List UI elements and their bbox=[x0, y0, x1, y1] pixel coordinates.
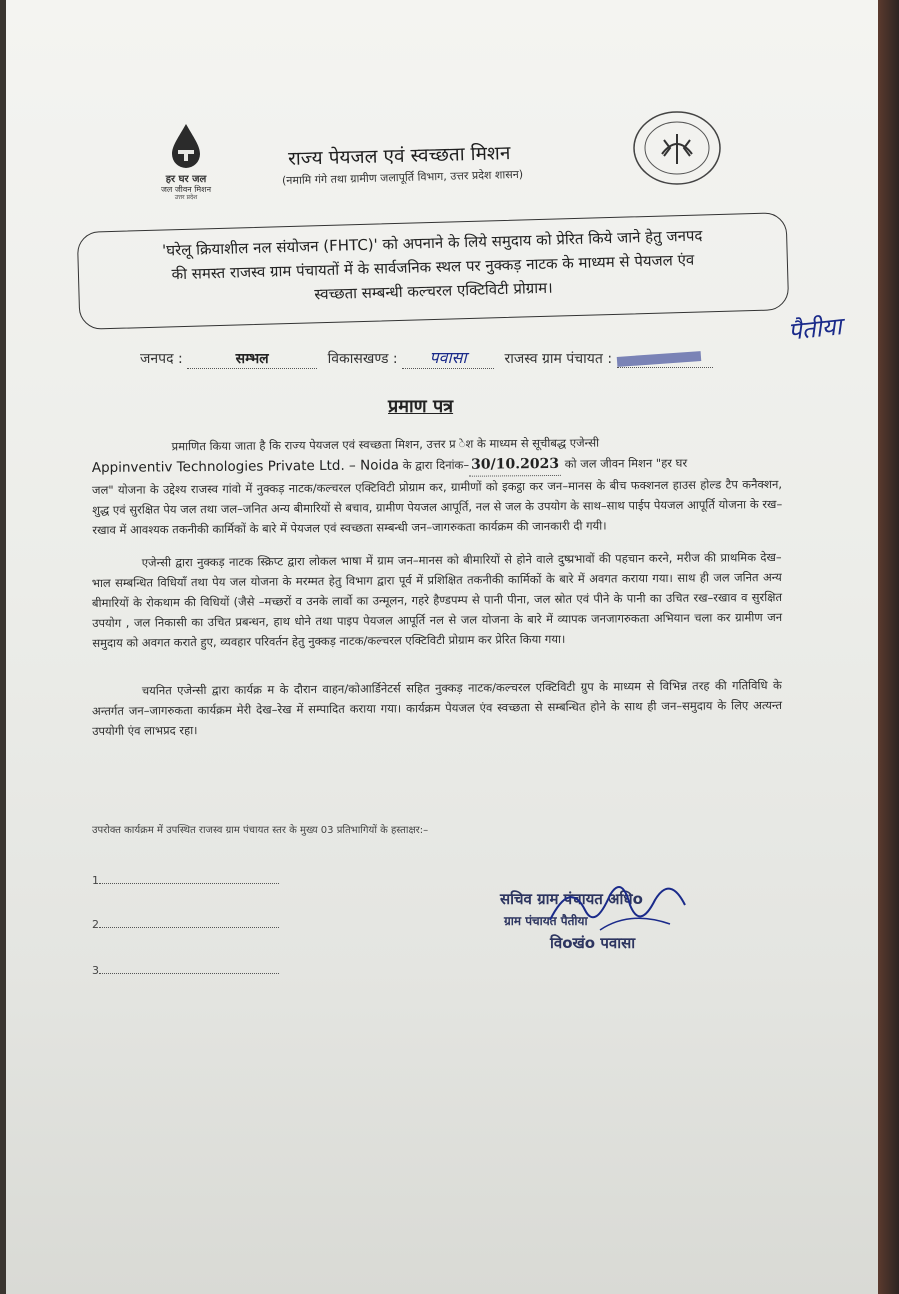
mission-title: राज्य पेयजल एवं स्वच्छता मिशन bbox=[287, 142, 511, 170]
gram-panchayat-handwritten-value: पैतीया bbox=[786, 312, 844, 346]
para1-date-prefix: के द्वारा दिनांक– bbox=[402, 457, 470, 473]
agency-name: Appinventiv Technologies Private Ltd. – Noida bbox=[91, 457, 400, 477]
box-line-2: की समस्त राजस्व ग्राम पंचायतों में के सार्वजनिक स्थल पर नुक्कड़ नाटक के माध्यम से पेयजल एंव bbox=[171, 250, 695, 284]
signature-line-3 bbox=[92, 964, 279, 977]
gram-panchayat-field bbox=[617, 351, 713, 368]
program-date: 30/10.2023 bbox=[469, 453, 561, 477]
paragraph-1 bbox=[92, 431, 783, 540]
stamp-line-2: ग्राम पंचायत पैतीया bbox=[504, 914, 588, 928]
block-value: पवासा bbox=[429, 348, 467, 367]
signatures-intro: उपरोक्त कार्यक्रम में उपस्थित राजस्व ग्राम पंचायत स्तर के मुख्य 03 प्रतिभागियों के हस्ताक्षर:– bbox=[92, 825, 429, 836]
para1-line-a: प्रमाणित किया जाता है कि राज्य पेयजल एवं स्वच्छता मिशन, उत्तर प्र ेश के माध्यम से सूचीबद्ध एजेन्सी bbox=[171, 435, 600, 454]
document-page bbox=[6, 0, 878, 1294]
page-edge-background bbox=[878, 0, 899, 1294]
paragraph-3: चयनित एजेन्सी द्वारा कार्यक्र म के दौरान वाहन/कोआर्डिनेटर्स सहित नुक्कड़ नाटक/कल्चरल एक्टिविटी ग्रुप के माध्यम से विभिन्न तरह की गतिविधि के अन्तर्गत जन–जागरुकता कार्यक्रम मेरी देख–रेख में सम्पादित कराया गया। कार्यक्रम पेयजल एंव स्वच्छता से सम्बन्धित होने के साथ ही जन–समुदाय के लिए अत्यन्त उपयोगी एंव लाभप्रद रहा। bbox=[91, 677, 783, 739]
logo-text-1: हर घर जल bbox=[165, 174, 207, 185]
district-label: जनपद : bbox=[140, 351, 183, 367]
logo-text-3: उत्तर प्रदेश bbox=[174, 194, 198, 201]
fields-row bbox=[140, 346, 713, 369]
secretary-stamp bbox=[500, 888, 760, 988]
signature-number-1: 1 bbox=[92, 874, 99, 887]
district-field bbox=[187, 349, 317, 369]
up-government-seal-icon bbox=[632, 110, 722, 186]
gram-panchayat-label: राजस्व ग्राम पंचायत : bbox=[504, 351, 613, 367]
har-ghar-jal-logo bbox=[146, 122, 226, 201]
stamp-line-1: सचिव ग्राम पंचायत अधिo bbox=[500, 890, 643, 908]
box-line-1: 'घरेलू क्रियाशील नल संयोजन (FHTC)' को अपनाने के लिये समुदाय को प्रेरित किये जाने हेतु जनपद bbox=[161, 226, 703, 260]
paragraph-2: एजेन्सी द्वारा नुक्कड़ नाटक स्क्रिप्ट द्वारा लोकल भाषा में ग्राम जन–मानस को बीमारियों से होने वाले दुष्प्रभावों की पहचान करने, मरीज की प्राथमिक देख–भाल सम्बन्धित विधियाँ तथा पेय जल योजना के मरम्मत हेतु विभाग द्वारा पूर्व में प्रशिक्षित तकनीकी कार्मिकों के बारे में अवगत कराया गया। साथ ही जल जनित अन्य बीमारियों के रोकथाम की विधियों (जैसे –मच्छरों व उनके लार्वो का उन्मूलन, गहरे हैण्डपम्प से पानी पीना, जल स्रोत एवं पीने के पानी का उचित रख–रखाव व सुरक्षित उपयोग , जल निकासी का उचित प्रबन्धन, हाथ धोने तथा पाइप पेयजल आपूर्ति नल से जल योजना के बारे में व्यापक जनजागरुकता अभियान चला कर ग्रामीण जन समुदाय को अवगत कराते हुए, व्यवहार परिवर्तन हेतु नुक्कड़ नाटक/कल्चरल एक्टिविटी प्रोग्राम कर प्रेरित किया गया। bbox=[91, 549, 783, 651]
mission-subtitle: (नमामि गंगे तथा ग्रामीण जलापूर्ति विभाग, उत्तर प्रदेश शासन) bbox=[281, 167, 524, 188]
stamp-line-3: विoखंo पवासा bbox=[550, 934, 636, 952]
district-value: सम्भल bbox=[235, 351, 269, 367]
block-label: विकासखण्ड : bbox=[327, 351, 398, 367]
box-line-3: स्वच्छता सम्बन्धी कल्चरल एक्टिविटी प्रोग्राम। bbox=[314, 278, 553, 304]
water-drop-icon bbox=[168, 122, 204, 170]
signature-number-2: 2 bbox=[92, 918, 99, 931]
signature-line-1 bbox=[92, 874, 279, 887]
scribble-mark bbox=[616, 351, 700, 367]
signature-number-3: 3 bbox=[92, 964, 99, 977]
para1-line-d: को जल जीवन मिशन "हर घर bbox=[564, 455, 688, 471]
para1-rest: जल" योजना के उद्देश्य राजस्व गांवो में नुक्कड़ नाटक/कल्चरल एक्टिविटी प्रोग्राम कर, ग्रामीणों को इकट्ठा कर जन–मानस के बीच फक्शनल हाउस होल्ड टैप कनैक्शन, शुद्ध एवं सुरक्षित पेय जल तथा जल–जनित अन्य बीमारियों से बचाव, ग्रामीण पेयजल आपूर्ति, नल से जल के उपयोग के साथ–साथ पाईप पेयजल आपूर्ति योजना के रख–रखाव में आवश्यक तकनीकी कार्मिकों के बारे में पेयजल एवं स्वच्छता सम्बन्धी जन–जागरुकता कार्यक्रम की जानकारी दी गयी। bbox=[91, 476, 783, 538]
logo-text-2: जल जीवन मिशन bbox=[160, 185, 212, 194]
certificate-title: प्रमाण पत्र bbox=[388, 396, 454, 417]
block-field bbox=[402, 346, 494, 369]
signature-line-2 bbox=[92, 918, 279, 931]
program-title-box bbox=[77, 212, 789, 330]
handwritten-signature-icon bbox=[540, 880, 720, 950]
